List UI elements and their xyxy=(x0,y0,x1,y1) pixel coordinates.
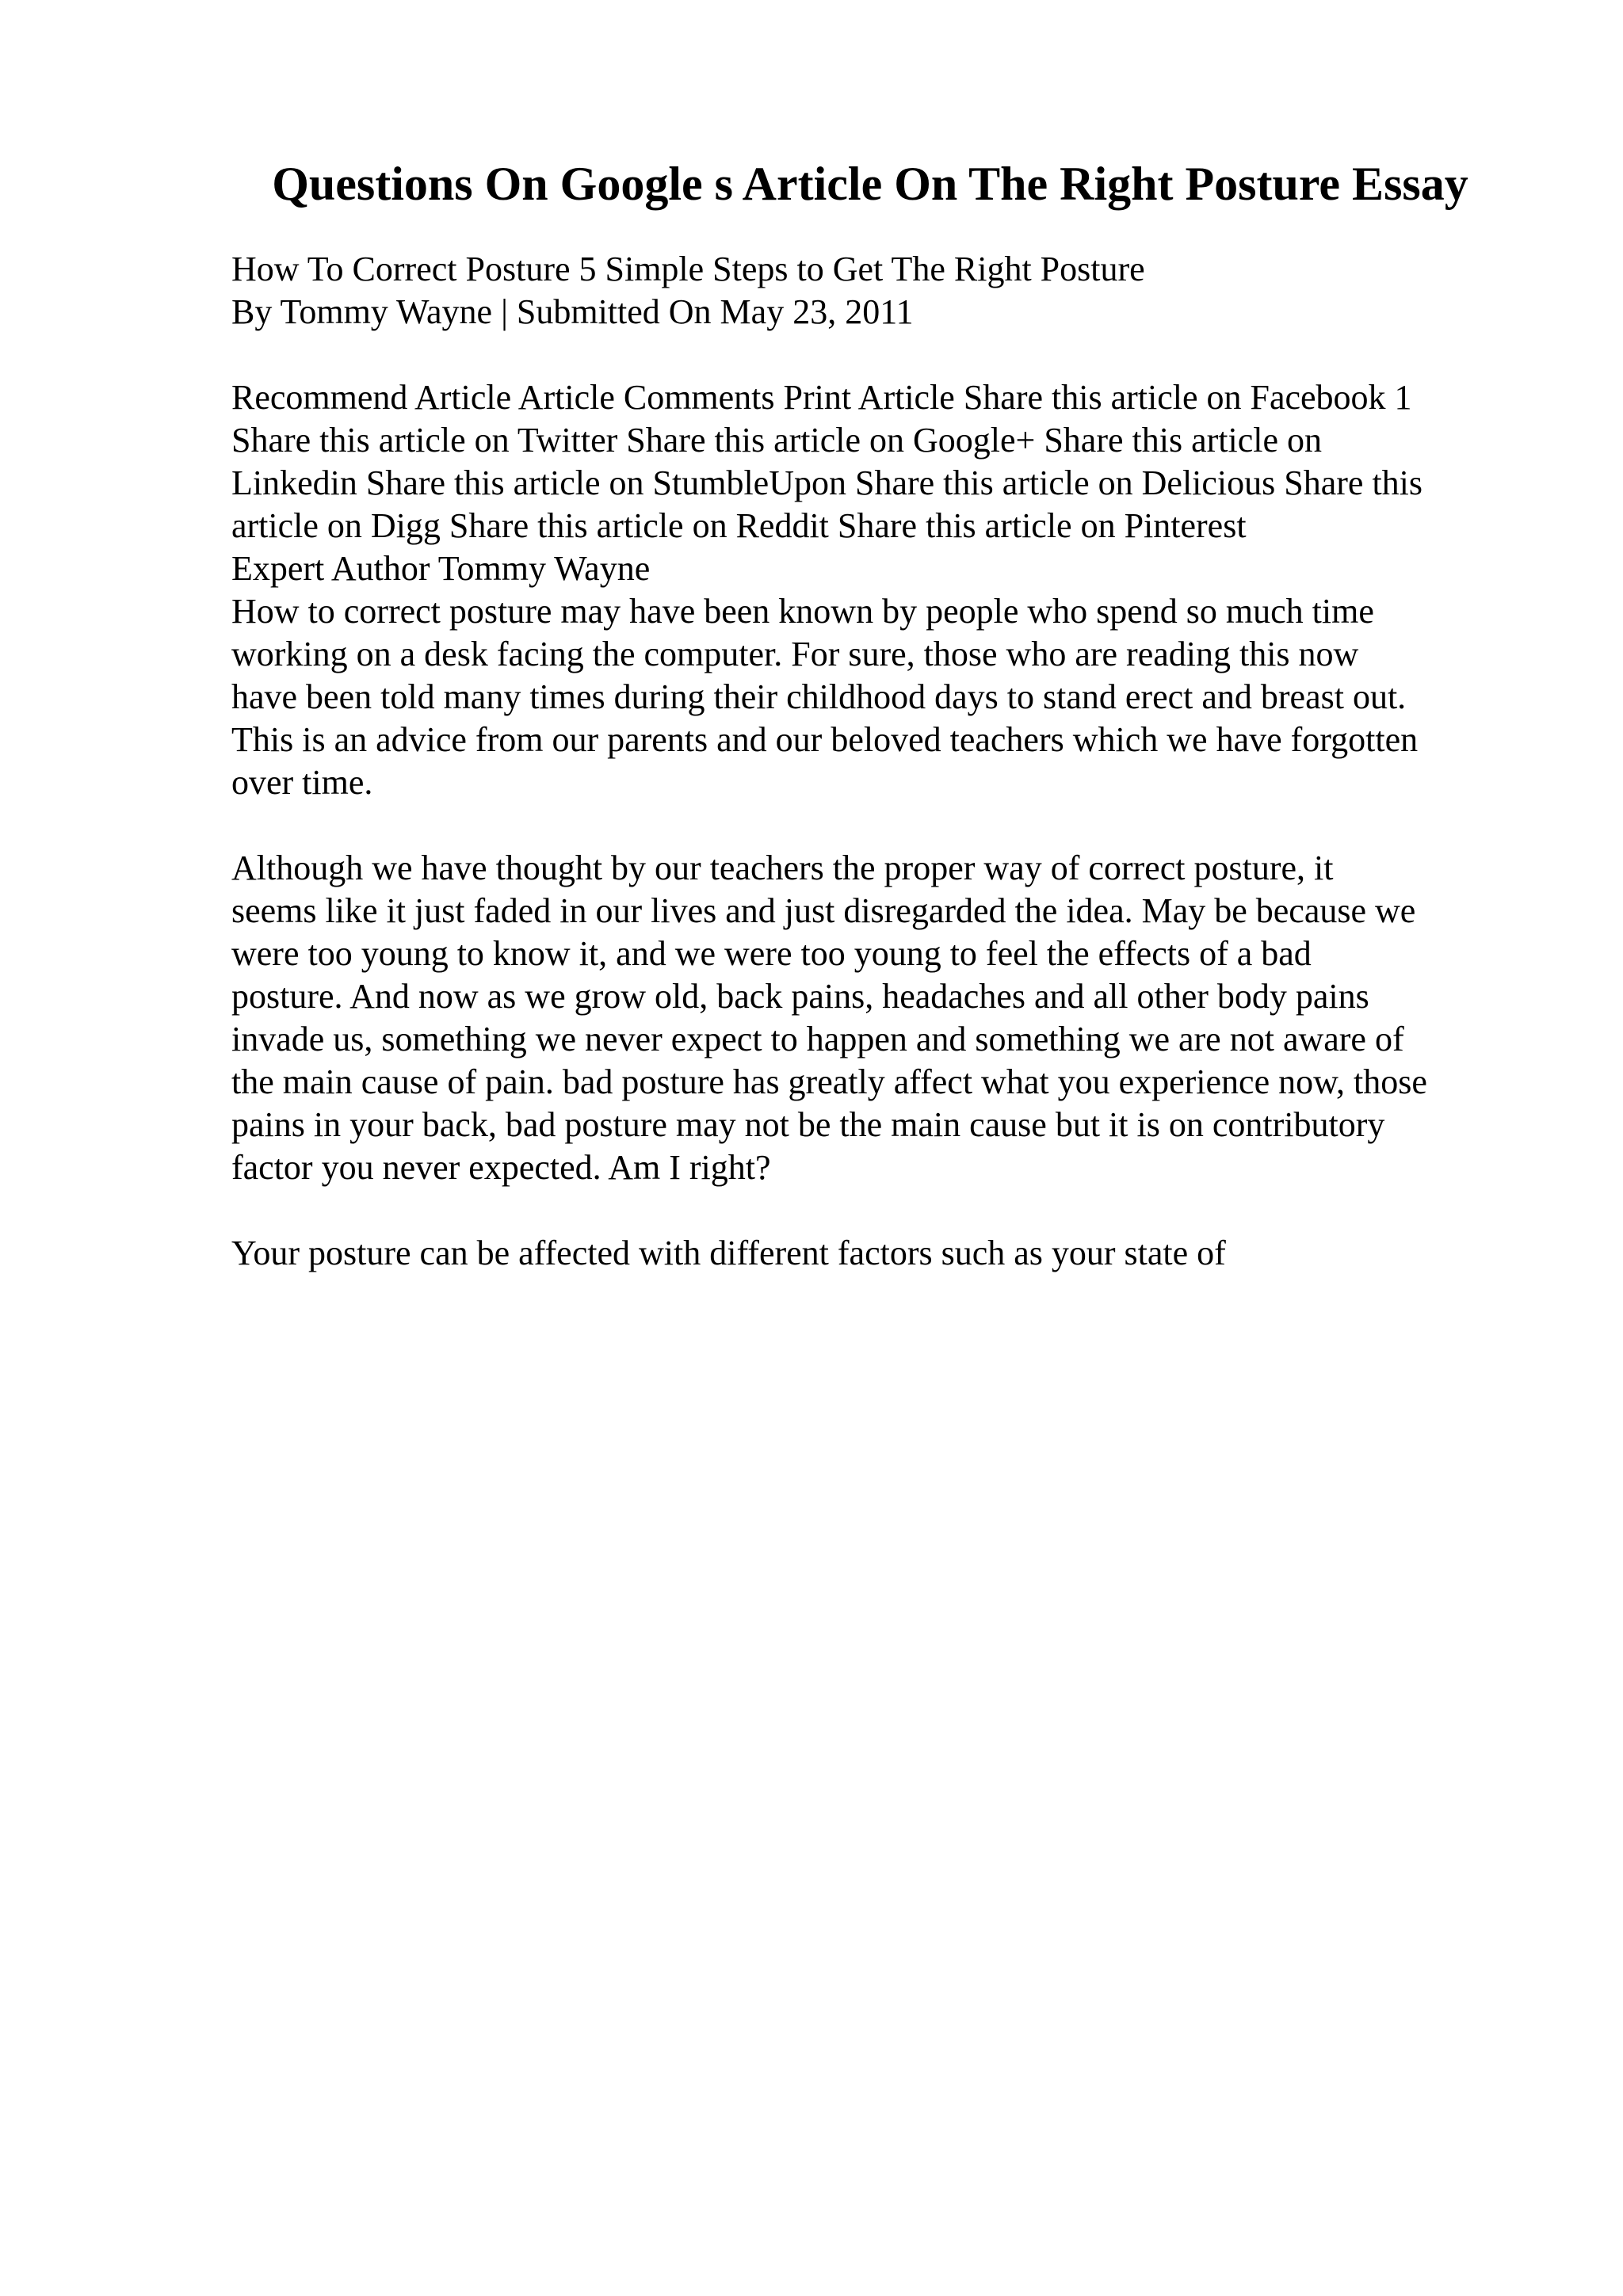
share-text-line: Linkedin Share this article on StumbleUpon Share this article on Delicious Share this xyxy=(231,463,1423,502)
paragraph-line: were too young to know it, and we were too young to feel the effects of a bad xyxy=(231,934,1312,973)
paragraph-line: Although we have thought by our teachers the proper way of correct posture, it xyxy=(231,849,1334,887)
paragraph-line: over time. xyxy=(231,763,373,802)
article-byline: By Tommy Wayne | Submitted On May 23, 2011 xyxy=(231,292,914,331)
paragraph-line: How to correct posture may have been known by people who spend so much time xyxy=(231,592,1374,631)
share-text-line: Recommend Article Article Comments Print Article Share this article on Facebook 1 xyxy=(231,378,1412,417)
paragraph-line: factor you never expected. Am I right? xyxy=(231,1148,771,1187)
document-title: Questions On Google s Article On The Right Posture Essay xyxy=(272,158,1468,210)
paragraph-line: the main cause of pain. bad posture has greatly affect what you experience now, those xyxy=(231,1062,1427,1101)
expert-author-line: Expert Author Tommy Wayne xyxy=(231,549,651,588)
paragraph-line: invade us, something we never expect to happen and something we are not aware of xyxy=(231,1020,1404,1058)
paragraph-line: This is an advice from our parents and our beloved teachers which we have forgotten xyxy=(231,720,1419,759)
share-text-line: Share this article on Twitter Share this article on Google+ Share this article on xyxy=(231,421,1322,460)
share-text-line: article on Digg Share this article on Reddit Share this article on Pinterest xyxy=(231,506,1247,545)
paragraph-line: have been told many times during their childhood days to stand erect and breast out. xyxy=(231,677,1407,716)
paragraph-line: posture. And now as we grow old, back pains, headaches and all other body pains xyxy=(231,977,1369,1016)
paragraph-line: pains in your back, bad posture may not be the main cause but it is on contributory xyxy=(231,1105,1385,1144)
paragraph-line: seems like it just faded in our lives and just disregarded the idea. May be because we xyxy=(231,891,1416,930)
article-subtitle: How To Correct Posture 5 Simple Steps to Get The Right Posture xyxy=(231,250,1145,288)
paragraph-line: working on a desk facing the computer. For sure, those who are reading this now xyxy=(231,635,1359,673)
paragraph-line: Your posture can be affected with different factors such as your state of xyxy=(231,1234,1226,1272)
